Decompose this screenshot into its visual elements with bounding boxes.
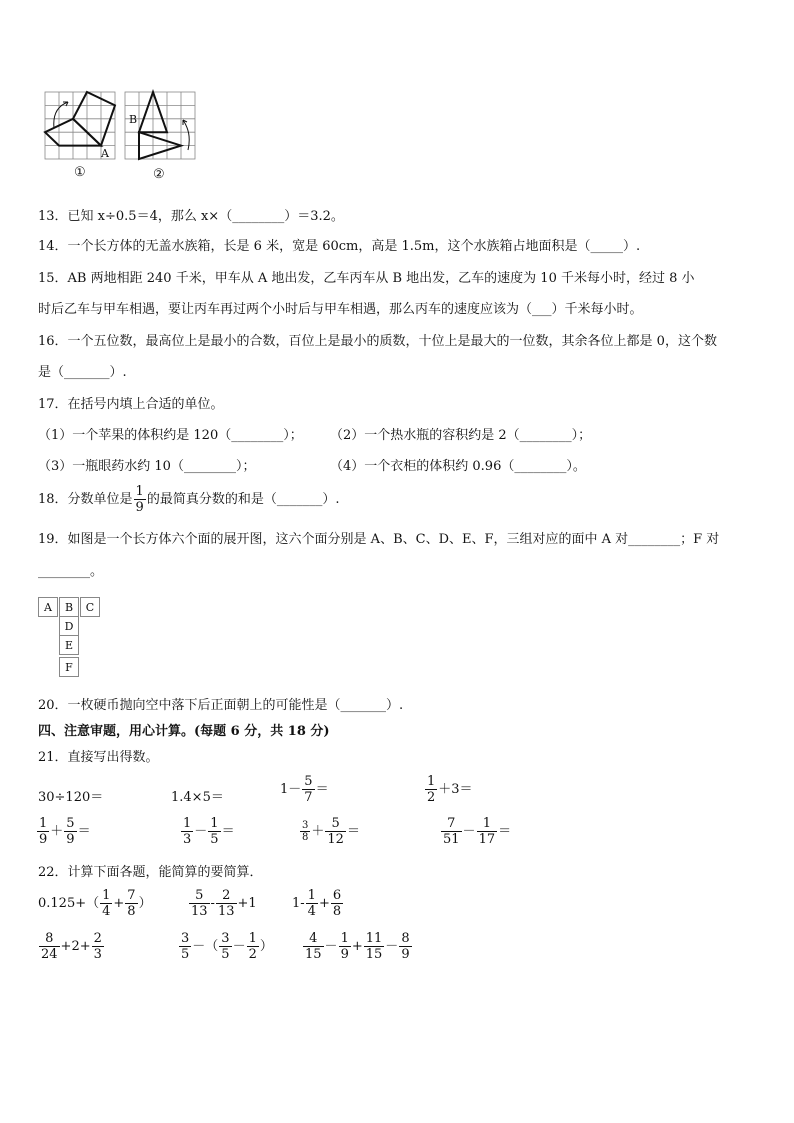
question-13: 13．已知 x÷0.5＝4，那么 x×（________）＝3.2。 (38, 209, 344, 224)
q21-item-2: 1.4×5＝ (171, 790, 224, 805)
q22-item-6: $\frac{4}{15}$ － $\frac{1}{9}$ + $\frac{11}{15}$ － $\frac{8}{9}$ (305, 931, 410, 962)
section-4-heading: 四、注意审题，用心计算。(每题 6 分，共 18 分) (38, 724, 330, 739)
net-face-c: C (80, 597, 100, 617)
question-17-item-3: （3）一瓶眼药水约 10（________）； (38, 459, 256, 474)
q21-item-7: $\frac{3}{8}$ ＋ $\frac{5}{12}$ ＝ (302, 816, 360, 847)
point-a-label: A (101, 147, 109, 160)
question-15-line2: 时后乙车与甲车相遇，要让丙车再过两个小时后与甲车相遇，那么丙车的速度应该为（___）千米每小时。 (38, 302, 643, 317)
q21-item-8: $\frac{7}{51}$ － $\frac{1}{17}$ ＝ (443, 816, 512, 847)
point-b-label: B (129, 113, 138, 126)
q21-item-6: $\frac{1}{3}$ － $\frac{1}{5}$ ＝ (183, 816, 235, 847)
figure-label-1: ① (74, 165, 86, 180)
question-15-line1: 15．AB 两地相距 240 千米，甲车从 A 地出发，乙车丙车从 B 地出发，乙车的速度为 10 千米每小时，经过 8 小 (38, 271, 695, 286)
q22-item-1: 0.125+（ $\frac{1}{4}$ + $\frac{7}{8}$ ） (38, 888, 152, 919)
question-17: 17．在括号内填上合适的单位。 (38, 397, 224, 412)
net-face-a: A (38, 597, 58, 617)
question-16-line1: 16．一个五位数，最高位上是最小的合数，百位上是最小的质数，十位上是最大的一位数，其余各位上都是 0，这个数 (38, 334, 717, 349)
question-18-prefix: 18．分数单位是 (38, 492, 133, 507)
fraction: $\frac{1}{9}$ (135, 484, 144, 515)
grid-two-shapes (139, 92, 181, 159)
question-19-line2: ________。 (38, 564, 104, 579)
q22-item-2: $\frac{5}{13}$ - $\frac{2}{13}$ +1 (191, 888, 257, 919)
q21-item-5: $\frac{1}{9}$ ＋ $\frac{5}{9}$ ＝ (39, 816, 91, 847)
q22-item-3: 1- $\frac{1}{4}$ + $\frac{6}{8}$ (292, 888, 342, 919)
q22-item-5: $\frac{3}{5}$ －（ $\frac{3}{5}$ － $\frac{1}{2}$ ） (181, 931, 273, 962)
question-21: 21．直接写出得数。 (38, 750, 159, 765)
net-face-e: E (59, 635, 79, 655)
q22-item-4: $\frac{8}{24}$ +2+ $\frac{2}{3}$ (41, 931, 102, 962)
figure-label-2: ② (153, 167, 165, 182)
net-face-f: F (59, 657, 79, 677)
q21-item-4: $\frac{1}{2}$ ＋3＝ (427, 774, 473, 805)
q21-item-3: 1－ $\frac{5}{7}$ ＝ (280, 774, 329, 805)
question-19-line1: 19．如图是一个长方体六个面的展开图，这六个面分别是 A、B、C、D、E、F，三组对应的面中 A 对________；F 对 (38, 532, 720, 547)
question-17-item-1: （1）一个苹果的体积约是 120（________）； (38, 428, 303, 443)
question-18-suffix: 的最简真分数的和是（_______）. (146, 492, 340, 507)
q21-item-1: 30÷120＝ (38, 790, 104, 805)
question-16-line2: 是（_______）. (38, 365, 127, 380)
rotation-grid-figures (40, 88, 210, 183)
question-17-item-2: （2）一个热水瓶的容积约是 2（________）； (330, 428, 592, 443)
question-14: 14．一个长方体的无盖水族箱，长是 6 米，宽是 60cm，高是 1.5m，这个水族箱占地面积是（_____）. (38, 239, 641, 254)
question-18 (38, 484, 339, 515)
net-face-d: D (59, 616, 79, 636)
question-17-item-4: （4）一个衣柜的体积约 0.96（________）。 (330, 459, 586, 474)
question-20: 20．一枚硬币抛向空中落下后正面朝上的可能性是（_______）. (38, 698, 404, 713)
net-face-b: B (59, 597, 79, 617)
question-22: 22．计算下面各题，能简算的要简算． (38, 865, 263, 880)
